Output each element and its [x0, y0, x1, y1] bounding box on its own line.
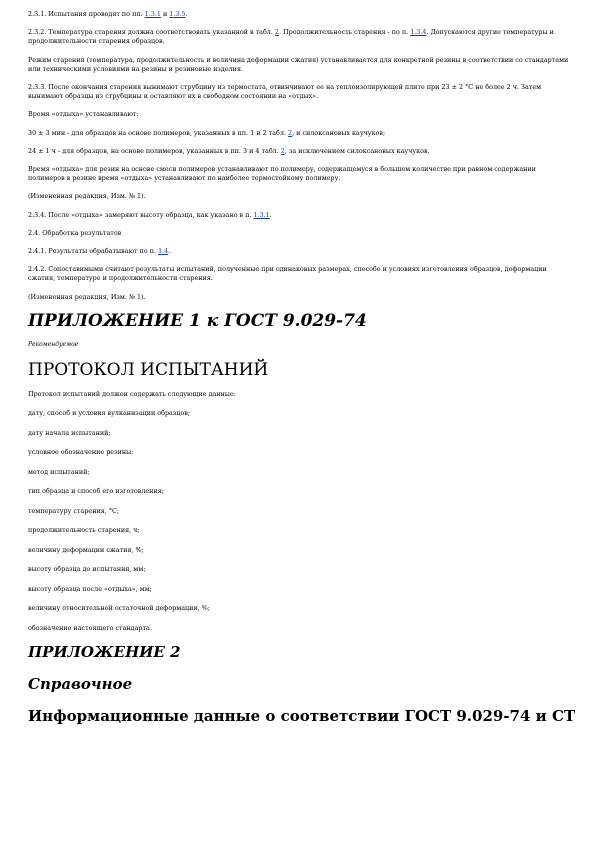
ref-link-1-3-4[interactable]: 1.3.4: [410, 28, 427, 37]
ref-link-table-2[interactable]: 2: [280, 146, 285, 155]
paragraph-2-4: 2.4. Обработка результатов: [28, 228, 122, 237]
list-item: величину деформации сжатия, %;: [28, 545, 144, 554]
paragraph-2-3-4: 2.3.4. После «отдыха» замеряют высоту образца, как указано в п. 1.3.1.: [28, 210, 272, 219]
paragraph-polymer-mix: Время «отдыха» для резин на основе смеси полимеров устанавливают по полимеру, содержащемуся в большем количестве при равном содержании полимеров в резине время «отдыха» устанавливают по наиболее термостойкому полимеру.: [28, 165, 536, 183]
ref-link-1-3-1[interactable]: 1.3.1: [253, 210, 270, 219]
list-item: условное обозначение резины;: [28, 448, 134, 457]
paragraph-amendment-note: (Измененная редакция, Изм. № 1).: [28, 192, 146, 201]
paragraph-2-4-2: 2.4.2. Сопоставимыми считают результаты испытаний, полученные при одинаковых размерах, способе и условиях изготовления образцов, деформации сжатия, температуре и продолжительности старения.: [28, 265, 547, 283]
list-item: продолжительность старения, ч;: [28, 526, 140, 535]
paragraph-rest-24h: 24 ± 1 ч - для образцов, на основе полимеров, указанных в пп. 3 и 4 табл. 2, за исключением силоксановых каучуков.: [28, 146, 430, 155]
list-item: дату, способ и условия вулканизации образцов;: [28, 409, 191, 418]
list-item: величину относительной остаточной деформации, %;: [28, 604, 210, 613]
appendix-2-heading: ПРИЛОЖЕНИЕ 2: [28, 643, 181, 662]
ref-link-1-4[interactable]: 1.4: [158, 247, 169, 256]
list-item: температуру старения, °C;: [28, 506, 120, 515]
list-item: тип образца и способ его изготовления;: [28, 487, 164, 496]
protocol-items-list: [28, 409, 573, 633]
paragraph-rest-time: Время «отдыха» устанавливают:: [28, 110, 139, 119]
paragraph-2-3-2: 2.3.2. Температура старения должна соответствовать указанной в табл. 2. Продолжительность старения - по п. 1.3.4. Допускаются другие температуры и продолжительности старения образцов.: [28, 28, 554, 46]
paragraph-2-4-1: 2.4.1. Результаты обрабатывают по п. 1.4.: [28, 247, 171, 256]
appendix-1-status: Рекомендуемое: [28, 340, 79, 348]
list-item: высоту образца до испытания, мм;: [28, 565, 146, 574]
protocol-intro: Протокол испытаний должен содержать следующие данные:: [28, 389, 236, 398]
ref-link-1-3-5[interactable]: 1.3.5: [169, 10, 186, 18]
appendix-1-heading: ПРИЛОЖЕНИЕ 1 к ГОСТ 9.029-74: [28, 310, 367, 331]
appendix-2-status: Справочное: [28, 675, 133, 694]
paragraph-rest-30min: 30 ± 3 мин - для образцов на основе полимеров, указанных в пп. 1 и 2 табл. 2, и силоксановых каучуков;: [28, 128, 386, 137]
paragraph-aging-mode: Режим старения (температура, продолжительность и величина деформации сжатия) устанавливается для конкретной резины в соответствии со стандартами или техническими условиями на резины и резиновые изделия.: [28, 55, 569, 73]
paragraph-2-3-3: 2.3.3. После окончания старения вынимают струбцину из термостата, отвинчивают ее на теплоизолирующей плите при 23 ± 2 °C не более 2 ч. Затем вынимают образцы из струбцины и оставляют их в свободном состоянии на «отдых».: [28, 83, 542, 101]
ref-link-table-2[interactable]: 2: [274, 28, 279, 37]
list-item: высоту образца после «отдыха», мм;: [28, 584, 152, 593]
ref-link-table-2[interactable]: 2: [288, 128, 293, 137]
paragraph-amendment-note: (Измененная редакция, Изм. № 1).: [28, 292, 146, 301]
list-item: обозначение настоящего стандарта.: [28, 623, 152, 632]
info-data-heading: Информационные данные о соответствии ГОСТ 9.029-74 и СТ: [28, 707, 576, 726]
ref-link-1-3-1[interactable]: 1.3.1: [144, 10, 161, 18]
list-item: дату начала испытаний;: [28, 428, 111, 437]
document-page: [28, 10, 576, 726]
protocol-heading: ПРОТОКОЛ ИСПЫТАНИЙ: [28, 359, 269, 380]
paragraph-2-3-1: 2.3.1. Испытания проводят по пп. 1.3.1 и 1.3.5.: [28, 10, 188, 18]
list-item: метод испытаний;: [28, 467, 90, 476]
